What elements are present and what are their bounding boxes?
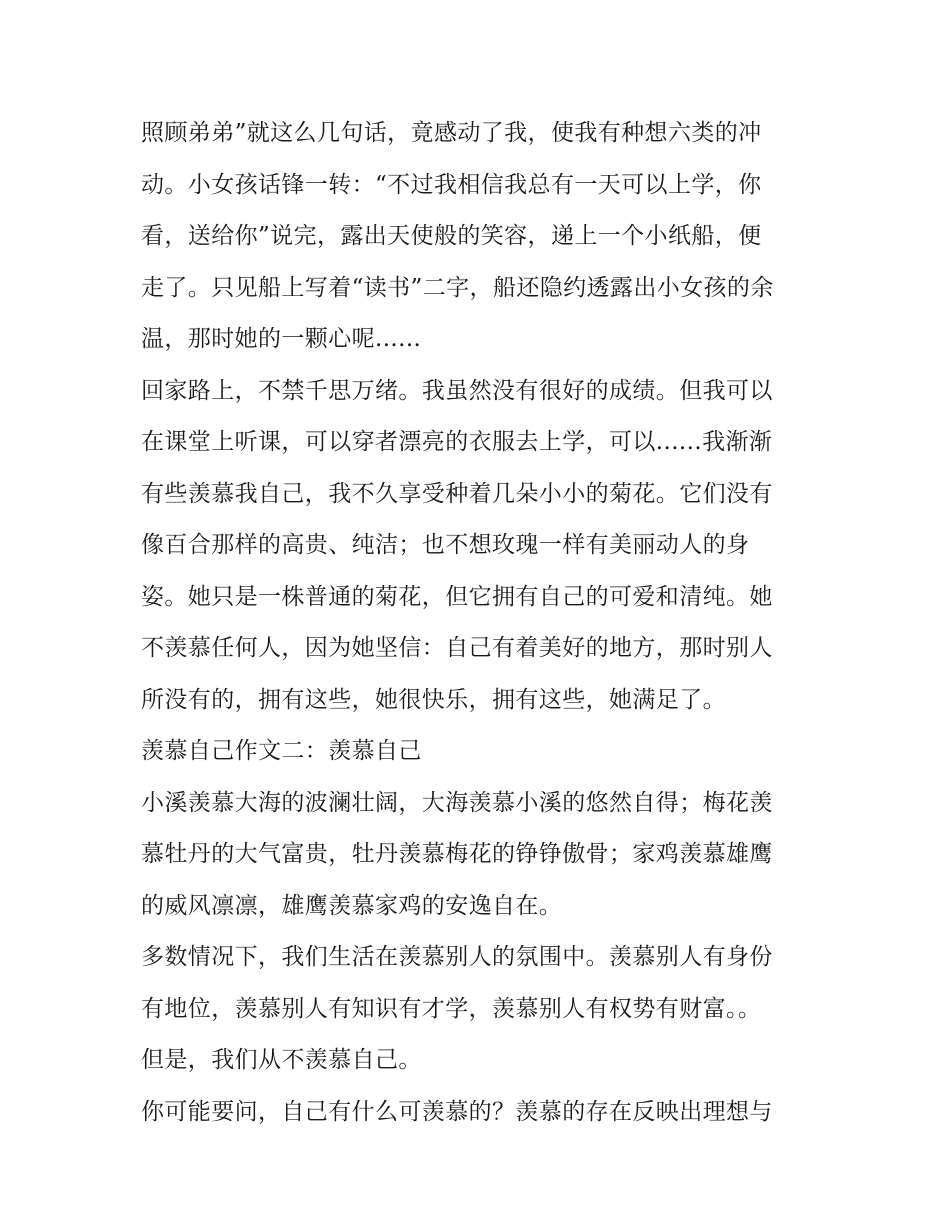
text-line: 但是，我们从不羡慕自己。	[141, 1047, 422, 1073]
text-line: 有些羡慕我自己，我不久享受种着几朵小小的菊花。它们没有	[141, 480, 773, 507]
text-line: 照顾弟弟”就这么几句话，竟感动了我，使我有种想六类的冲	[141, 120, 762, 146]
text-line: 所没有的，拥有这些，她很快乐，拥有这些，她满足了。	[141, 686, 726, 713]
text-line: 动。小女孩话锋一转：“不过我相信我总有一天可以上学，你	[141, 171, 762, 198]
text-line: 多数情况下，我们生活在羡慕别人的氛围中。羡慕别人有身份	[141, 944, 773, 970]
text-line: 你可能要问，自己有什么可羡慕的？羡慕的存在反映出理想与	[141, 1098, 773, 1125]
text-line: 在课堂上听课，可以穿者漂亮的衣服去上学，可以......我渐渐	[141, 429, 773, 455]
text-line: 不羡慕任何人，因为她坚信：自己有着美好的地方，那时别人	[141, 635, 773, 661]
text-line: 回家路上，不禁千思万绪。我虽然没有很好的成绩。但我可以	[141, 377, 773, 404]
text-line: 走了。只见船上写着“读书”二字，船还隐约透露出小女孩的余	[141, 274, 774, 301]
text-line: 小溪羡慕大海的波澜壮阔，大海羡慕小溪的悠然自得；梅花羡	[141, 789, 773, 816]
text-line: 有地位，羡慕别人有知识有才学，羡慕别人有权势有财富。。	[141, 995, 762, 1022]
document-body	[141, 108, 821, 1138]
text-line: 温，那时她的一颗心呢......	[141, 326, 422, 352]
text-line: 看，送给你”说完，露出天使般的笑容，递上一个小纸船，便	[141, 223, 762, 249]
section-heading: 羡慕自己作文二：羡慕自己	[141, 738, 422, 764]
text-line: 像百合那样的高贵、纯洁；也不想玫瑰一样有美丽动人的身	[141, 532, 750, 558]
text-line: 的威风凛凛，雄鹰羡慕家鸡的安逸自在。	[141, 892, 563, 919]
text-line: 慕牡丹的大气富贵，牡丹羡慕梅花的铮铮傲骨；家鸡羡慕雄鹰	[141, 841, 773, 867]
text-line: 姿。她只是一株普通的菊花，但它拥有自己的可爱和清纯。她	[141, 583, 773, 610]
